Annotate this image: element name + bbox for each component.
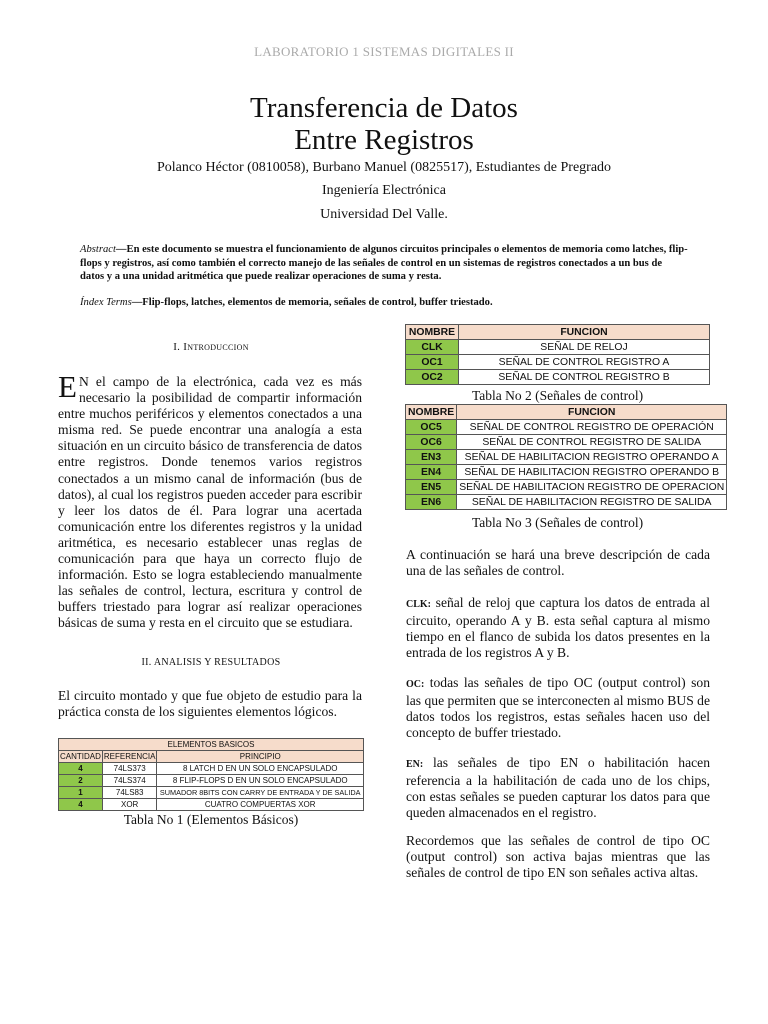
table1-cell: 74LS83 [102, 787, 157, 799]
intro-paragraph [58, 369, 362, 632]
table3-header-funcion: FUNCION [457, 405, 727, 420]
table-row [406, 495, 727, 510]
clk-paragraph [406, 595, 710, 661]
table3-cell: SEÑAL DE HABILITACION REGISTRO DE OPERACION [457, 480, 727, 495]
table-row [406, 465, 727, 480]
abstract [80, 243, 688, 284]
table-row [406, 450, 727, 465]
table1-cell: 1 [59, 787, 103, 799]
closing-paragraph: Recordemos que las señales de control de tipo OC (output control) son activa bajas mientras que las señales de control de tipo EN son señales activa altas. [406, 833, 710, 881]
table2-header-funcion: FUNCION [459, 325, 710, 340]
table1-cell: 4 [59, 763, 103, 775]
table2-cell: OC1 [406, 355, 459, 370]
table3-cell: EN4 [406, 465, 457, 480]
table2-cell: SEÑAL DE CONTROL REGISTRO A [459, 355, 710, 370]
table3-cell: EN3 [406, 450, 457, 465]
table1-cell: 74LS374 [102, 775, 157, 787]
table2-header-nombre: NOMBRE [406, 325, 459, 340]
table3-cell: SEÑAL DE CONTROL REGISTRO DE OPERACIÓN [457, 420, 727, 435]
index-terms-text: —Flip-flops, latches, elementos de memoria, señales de control, buffer triestado. [131, 297, 493, 308]
signals-intro-paragraph: A continuación se hará una breve descripción de cada una de las señales de control. [406, 547, 710, 579]
table3-cell: OC5 [406, 420, 457, 435]
table-row [406, 480, 727, 495]
table1-title: ELEMENTOS BASICOS [59, 739, 364, 751]
table1-header-referencia: REFERENCIA [103, 752, 156, 761]
table1-cell: CUATRO COMPUERTAS XOR [157, 799, 364, 811]
section-heading-introduccion: I. Introduccion [173, 341, 249, 353]
table3-cell: SEÑAL DE CONTROL REGISTRO DE SALIDA [457, 435, 727, 450]
table1-header-principio: PRINCIPIO [157, 751, 364, 763]
clk-text: señal de reloj que captura los datos de entrada al circuito, operando A y B. esta señal captura al mismo tiempo en el flanco de subida los datos presentes en la entrada de los registros A y B. [406, 595, 710, 661]
table2-caption: Tabla No 2 (Señales de control) [471, 388, 644, 403]
table1-header-cantidad: CANTIDAD [60, 752, 101, 761]
table-row [406, 435, 727, 450]
abstract-text: —En este documento se muestra el funcionamiento de algunos circuitos principales o elementos de memoria como latches, flip-flops y registros, así como también el correcto manejo de las señales de control en un sistemas de registros conectados a un bus de datos y a una unidad aritmética que puede realizar operaciones de suma y resta. [80, 244, 688, 282]
oc-paragraph [406, 675, 710, 741]
table-row [406, 420, 727, 435]
table1-cell: 8 FLIP-FLOPS D EN UN SOLO ENCAPSULADO [157, 775, 364, 787]
section-heading-analisis: II. ANALISIS Y RESULTADOS [141, 657, 281, 668]
table2-cell: CLK [406, 340, 459, 355]
table-senales-control-1 [405, 324, 710, 385]
table1-cell: 4 [59, 799, 103, 811]
table1-caption: Tabla No 1 (Elementos Básicos) [123, 812, 299, 827]
table3-header-nombre: NOMBRE [406, 405, 457, 420]
table1-cell: SUMADOR 8BITS CON CARRY DE ENTRADA Y DE SALIDA [157, 787, 364, 799]
table3-cell: OC6 [406, 435, 457, 450]
table-row [59, 775, 364, 787]
table3-cell: SEÑAL DE HABILITACION REGISTRO OPERANDO A [457, 450, 727, 465]
university: Universidad Del Valle. [320, 207, 448, 222]
table3-cell: SEÑAL DE HABILITACION REGISTRO OPERANDO B [457, 465, 727, 480]
running-header: LABORATORIO 1 SISTEMAS DIGITALES II [254, 44, 514, 59]
table-row [59, 763, 364, 775]
table-row [406, 370, 710, 385]
title-line-1: Transferencia de Datos [250, 92, 518, 124]
table2-cell: SEÑAL DE RELOJ [459, 340, 710, 355]
oc-text: todas las señales de tipo OC (output control) son las que permiten que se interconecten al mismo BUS de datos todos los registros, estas señales hacen uso del concepto de buffer triestado. [406, 675, 710, 741]
paper-title [0, 92, 768, 156]
table-row [59, 799, 364, 811]
table-elementos-basicos [58, 738, 364, 811]
abstract-label: Abstract [80, 244, 116, 255]
intro-text: N el campo de la electrónica, cada vez es más necesario la posibilidad de compartir información entre muchos periféricos y elementos conectados a una misma red. Se puede encontrar una analogía a esta situación en un circuito básico de transferencia de datos entre registros. Donde tenemos varios registros conectados a un mismo canal de información (bus de datos), al cual los registros pueden acceder para escribir y leer los datos de él. Para lograr una acertada comunicación entre los diferentes registros y la unidad aritmética, es necesario establecer unas reglas de comunicación para que haya un correcto flujo de información. Esto se logra estableciendo manualmente las señales de control, lectura, escritura y control de buffers triestado para lograr así realizar operaciones básicas de suma y resta en el circuito que se estudiara. [58, 374, 362, 631]
department: Ingeniería Electrónica [322, 183, 446, 198]
table-senales-control-2 [405, 404, 727, 510]
en-paragraph [406, 755, 710, 821]
table2-cell: SEÑAL DE CONTROL REGISTRO B [459, 370, 710, 385]
title-line-2: Entre Registros [294, 124, 474, 156]
en-label: EN: [406, 759, 424, 770]
en-text: las señales de tipo EN o habilitación hacen referencia a la habilitación de cada uno de los chips, con estas señales se pueden capturar los datos para que queden almacenados en el registro. [406, 755, 710, 821]
table1-cell: XOR [102, 799, 157, 811]
oc-label: OC: [406, 679, 425, 690]
table-row [406, 355, 710, 370]
drop-cap: E [58, 369, 77, 404]
table3-cell: EN5 [406, 480, 457, 495]
table1-cell: 8 LATCH D EN UN SOLO ENCAPSULADO [157, 763, 364, 775]
table1-cell: 2 [59, 775, 103, 787]
table3-caption: Tabla No 3 (Señales de control) [471, 515, 644, 530]
table2-cell: OC2 [406, 370, 459, 385]
table1-cell: 74LS373 [102, 763, 157, 775]
index-terms [80, 297, 688, 308]
table3-cell: EN6 [406, 495, 457, 510]
clk-label: CLK: [406, 599, 431, 610]
circuit-paragraph: El circuito montado y que fue objeto de estudio para la práctica consta de los siguientes elementos lógicos. [58, 688, 362, 720]
table-row [406, 340, 710, 355]
table-row [59, 787, 364, 799]
table3-cell: SEÑAL DE HABILITACION REGISTRO DE SALIDA [457, 495, 727, 510]
index-terms-label: Índex Terms [80, 297, 132, 308]
authors: Polanco Héctor (0810058), Burbano Manuel (0825517), Estudiantes de Pregrado [156, 160, 612, 175]
